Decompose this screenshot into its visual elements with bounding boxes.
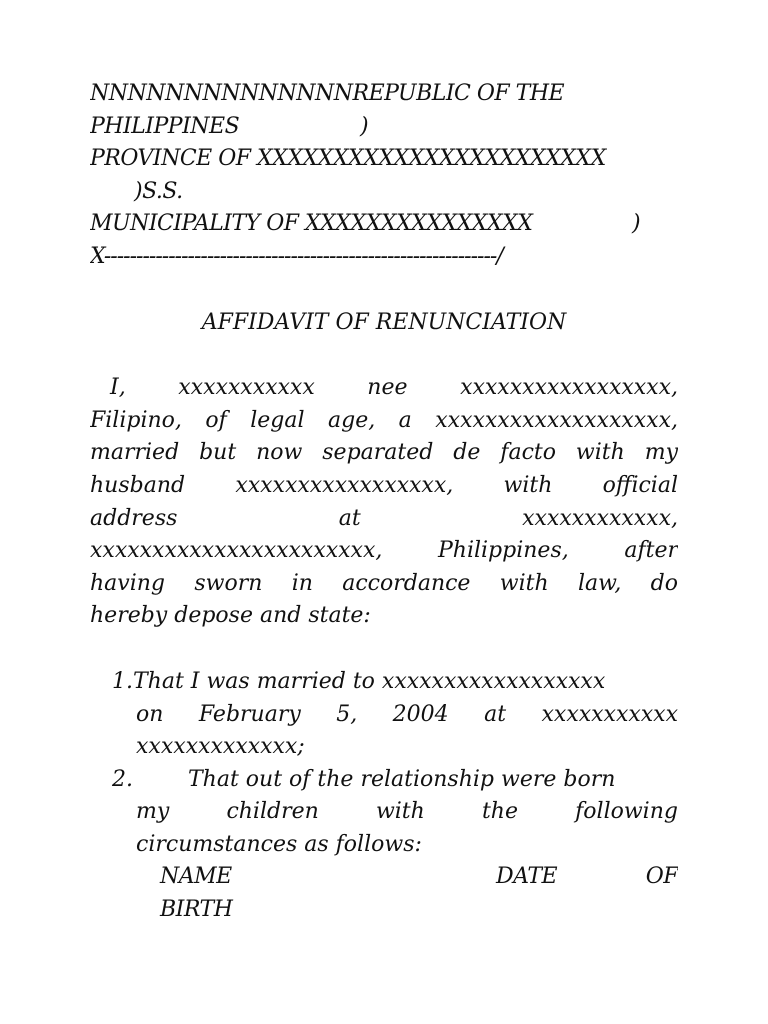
item-2-number: 2. [112, 766, 133, 792]
item-word: the [481, 799, 518, 825]
intro-word: address [90, 505, 178, 531]
item-2-line-3: circumstances as follows: [136, 831, 422, 857]
header-bracket-1: ) [360, 113, 369, 139]
item-2-line-2 [90, 796, 678, 829]
intro-line-7: having sworn in accordance with law, do [90, 570, 678, 596]
item-word: on [136, 701, 164, 727]
table-header-date: DATE [496, 864, 558, 890]
intro-line-6: xxxxxxxxxxxxxxxxxxxxxxx, Philippines, after [90, 538, 678, 564]
item-word: following [575, 799, 678, 825]
item-word: my [136, 799, 170, 825]
intro-word: I, [110, 375, 126, 401]
document-title: AFFIDAVIT OF RENUNCIATION [201, 309, 567, 335]
item-word: xxxxxxxxxxx [541, 701, 678, 727]
intro-word: xxxxxxxxxxx [178, 375, 315, 401]
item-word: 2004 [392, 701, 449, 727]
header-republic: NNNNNNNNNNNNNNREPUBLIC OF THE [90, 81, 565, 106]
item-word: at [484, 701, 507, 727]
item-word: 5, [336, 701, 358, 727]
affidavit-document [90, 78, 678, 927]
table-header-of: OF [645, 864, 678, 890]
intro-line-2: Filipino, of legal age, a xxxxxxxxxxxxxxxxxxx, [90, 407, 678, 433]
item-2-text: That out of the relationship were born [188, 766, 616, 792]
header-province: PROVINCE OF XXXXXXXXXXXXXXXXXXXXXXX [90, 146, 606, 172]
intro-word: xxxxxxxxxxxxxxxxx, [460, 375, 678, 401]
item-1-line-1: 1.That I was married to xxxxxxxxxxxxxxxxxx [112, 668, 606, 694]
item-1-line-3: xxxxxxxxxxxxx; [136, 734, 305, 760]
item-word: children [226, 799, 319, 825]
table-header-birth: BIRTH [160, 897, 233, 923]
intro-word: nee [367, 375, 408, 401]
header-philippines [90, 111, 678, 144]
intro-line-5 [90, 503, 678, 536]
header-ss: )S.S. [134, 178, 183, 204]
intro-line-3: married but now separated de facto with my [90, 440, 678, 466]
item-word: February [198, 701, 301, 727]
intro-line-1 [90, 372, 678, 405]
header-divider: X-------------------------------------------------------------/ [90, 243, 503, 269]
header-bracket-3: ) [632, 211, 641, 237]
table-header-row [90, 861, 678, 894]
intro-line-8: hereby depose and state: [90, 603, 371, 629]
table-header-name: NAME [160, 864, 232, 890]
header-philippines-text: PHILIPPINES [90, 113, 240, 139]
header-municipality-text: MUNICIPALITY OF XXXXXXXXXXXXXXX [90, 211, 533, 237]
item-word: with [375, 799, 425, 825]
intro-word: xxxxxxxxxxxx, [522, 505, 678, 531]
header-municipality [90, 208, 678, 241]
intro-line-4: husband xxxxxxxxxxxxxxxxx, with official [90, 472, 678, 498]
item-2-line-1 [90, 764, 678, 797]
item-1-line-2 [90, 699, 678, 732]
intro-word: at [338, 505, 361, 531]
